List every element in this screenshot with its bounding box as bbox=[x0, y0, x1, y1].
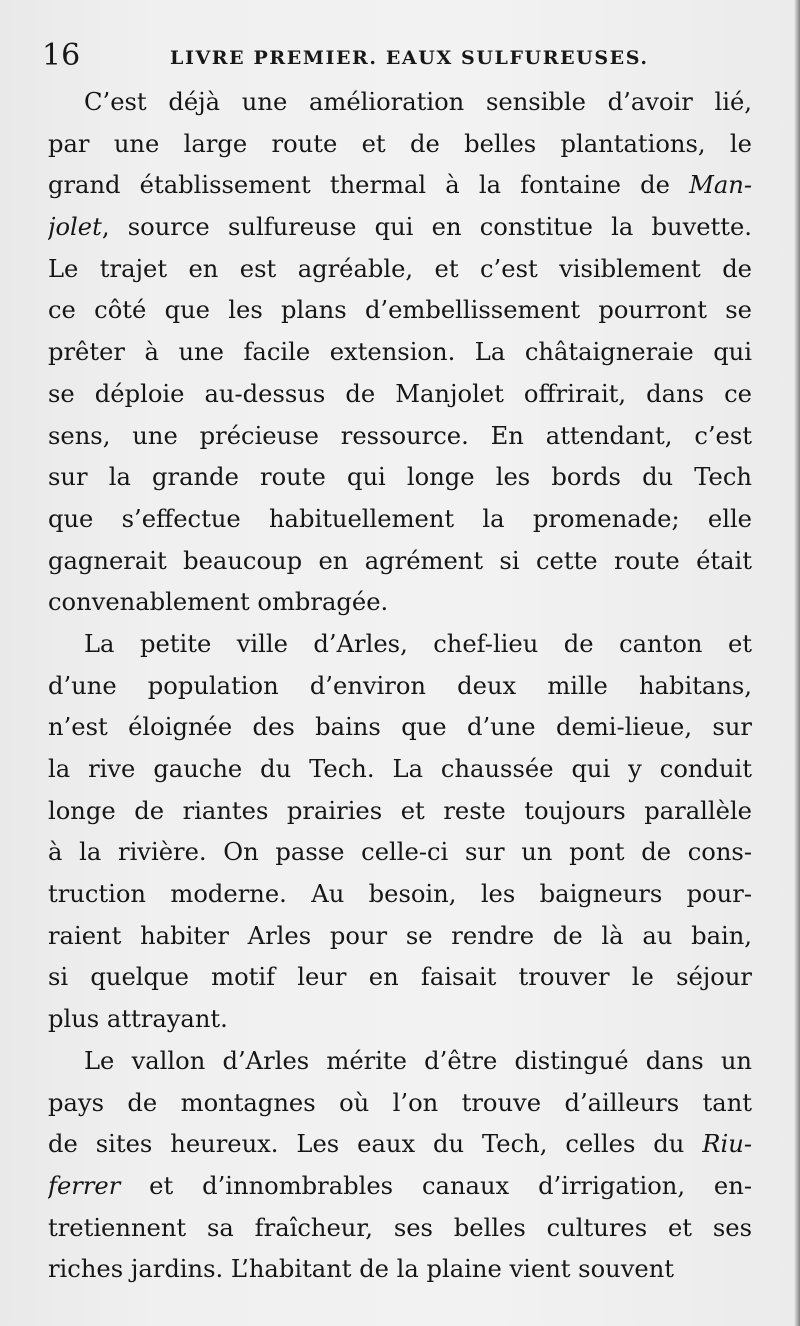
text-line bbox=[48, 582, 752, 624]
text-line bbox=[48, 874, 752, 916]
text-line bbox=[48, 749, 752, 791]
italic-text: ferrer bbox=[48, 1171, 121, 1200]
line-text: sens, une précieuse ressource. En attendant, c’est bbox=[48, 421, 752, 450]
italic-text: Riu- bbox=[702, 1130, 752, 1159]
paragraph bbox=[48, 624, 752, 1041]
line-text: si quelque motif leur en faisait trouver le séjour bbox=[48, 963, 752, 992]
text-line bbox=[48, 249, 752, 291]
line-text: riches jardins. L’habitant de la plaine vient souvent bbox=[48, 1255, 675, 1284]
paragraph bbox=[48, 82, 752, 624]
line-text: tretiennent sa fraîcheur, ses belles cultures et ses bbox=[48, 1213, 752, 1242]
line-text: convenablement ombragée. bbox=[48, 588, 389, 617]
line-text: prêter à une facile extension. La châtaigneraie qui bbox=[48, 338, 752, 367]
line-text: à la rivière. On passe celle-ci sur un pont de cons- bbox=[48, 838, 752, 867]
line-text: sur la grande route qui longe les bords du Tech bbox=[48, 463, 752, 492]
text-line bbox=[48, 1249, 752, 1291]
text-line bbox=[48, 82, 752, 124]
line-text: de sites heureux. Les eaux du Tech, celles du bbox=[48, 1130, 703, 1159]
text-line bbox=[48, 957, 752, 999]
text-line bbox=[48, 207, 752, 249]
line-text: gagnerait beaucoup en agrément si cette route était bbox=[48, 546, 752, 575]
text-line bbox=[48, 499, 752, 541]
line-text: grand établissement thermal à la fontaine de bbox=[48, 171, 690, 200]
text-line bbox=[48, 624, 752, 666]
line-text: plus attrayant. bbox=[48, 1005, 228, 1034]
page-edge-shadow bbox=[794, 0, 800, 1326]
text-line bbox=[48, 1083, 752, 1125]
text-line bbox=[48, 1208, 752, 1250]
line-text: C’est déjà une amélioration sensible d’avoir lié, bbox=[84, 88, 752, 116]
italic-text: jolet bbox=[48, 213, 102, 242]
text-line bbox=[48, 416, 752, 458]
text-line bbox=[48, 916, 752, 958]
page-number: 16 bbox=[42, 38, 81, 73]
line-text: La petite ville d’Arles, chef-lieu de canton et bbox=[84, 629, 752, 658]
text-line bbox=[48, 124, 752, 166]
line-text: que s’effectue habituellement la promenade; elle bbox=[48, 504, 752, 533]
line-text: ce côté que les plans d’embellissement pourront se bbox=[48, 296, 752, 325]
text-line bbox=[48, 666, 752, 708]
running-head: LIVRE PREMIER. EAUX SULFUREUSES. bbox=[170, 47, 649, 69]
text-line bbox=[48, 999, 752, 1041]
line-text: Le trajet en est agréable, et c’est visiblement de bbox=[48, 254, 752, 283]
text-line bbox=[48, 707, 752, 749]
text-line bbox=[48, 290, 752, 332]
text-line bbox=[48, 374, 752, 416]
text-line bbox=[48, 1166, 752, 1208]
text-line bbox=[48, 457, 752, 499]
text-line bbox=[48, 1124, 752, 1166]
text-line bbox=[48, 791, 752, 833]
page-header bbox=[42, 36, 760, 76]
line-text: se déploie au-dessus de Manjolet offrirait, dans ce bbox=[48, 379, 752, 408]
line-text: n’est éloignée des bains que d’une demi-lieue, sur bbox=[48, 713, 752, 742]
line-text: et d’innombrables canaux d’irrigation, en- bbox=[120, 1171, 752, 1200]
body-text bbox=[48, 82, 752, 1291]
line-text: par une large route et de belles plantations, le bbox=[48, 129, 752, 158]
text-line bbox=[48, 541, 752, 583]
text-line bbox=[48, 1041, 752, 1083]
paragraph bbox=[48, 1041, 752, 1291]
line-text: pays de montagnes où l’on trouve d’ailleurs tant bbox=[48, 1088, 752, 1117]
line-text: Le vallon d’Arles mérite d’être distingué dans un bbox=[84, 1046, 752, 1075]
text-line bbox=[48, 332, 752, 374]
italic-text: Man- bbox=[689, 171, 752, 200]
line-text: , source sulfureuse qui en constitue la buvette. bbox=[101, 213, 752, 242]
line-text: d’une population d’environ deux mille habitans, bbox=[48, 671, 752, 700]
line-text: truction moderne. Au besoin, les baigneurs pour- bbox=[48, 880, 752, 909]
line-text: raient habiter Arles pour se rendre de là au bain, bbox=[48, 921, 752, 950]
text-line bbox=[48, 832, 752, 874]
text-line bbox=[48, 165, 752, 207]
line-text: la rive gauche du Tech. La chaussée qui y conduit bbox=[48, 755, 752, 783]
line-text: longe de riantes prairies et reste toujours parallèle bbox=[48, 796, 752, 825]
